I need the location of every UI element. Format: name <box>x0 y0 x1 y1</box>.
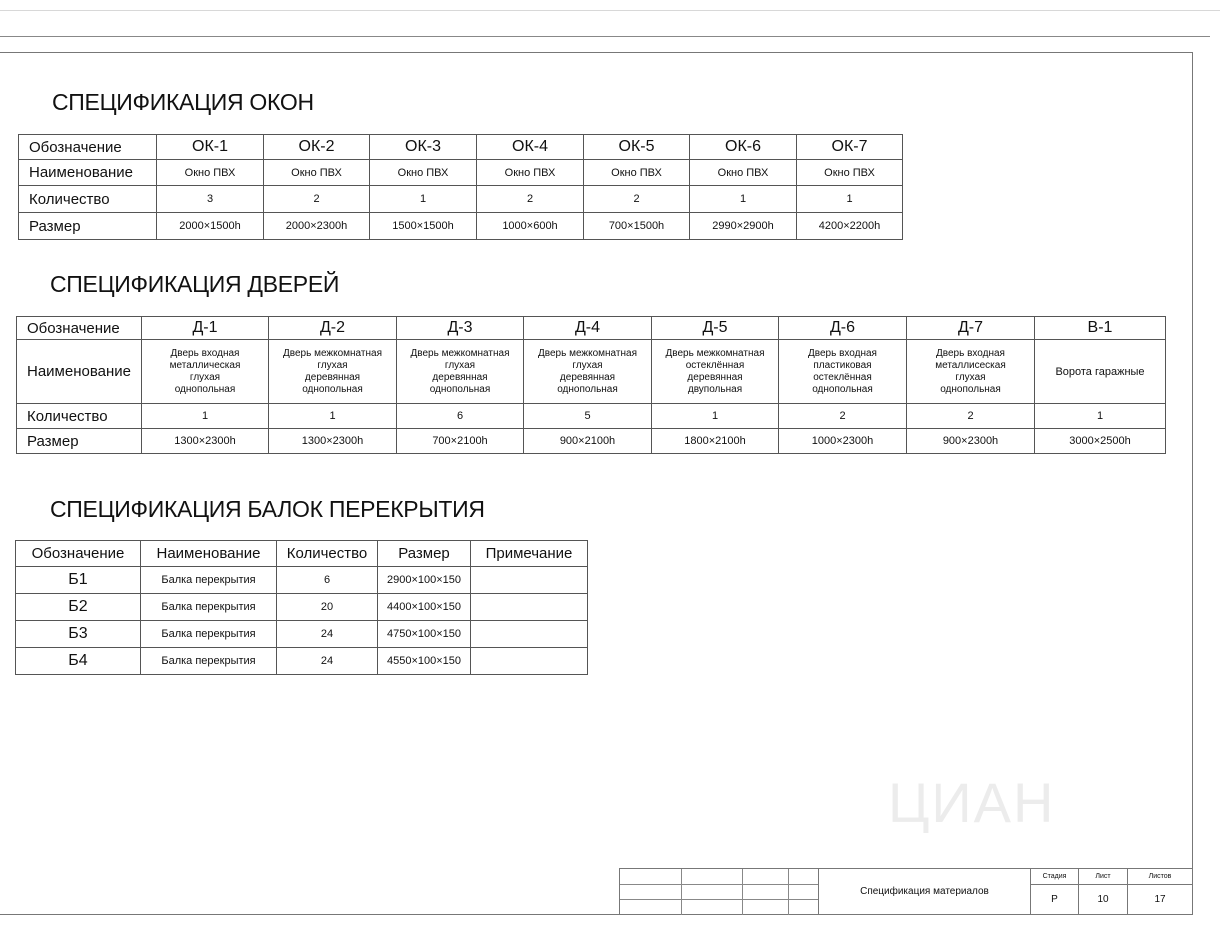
grid-line <box>620 884 819 885</box>
window-qty: 1 <box>690 186 797 213</box>
door-name-line: пластиковая <box>813 359 872 371</box>
window-qty: 1 <box>797 186 903 213</box>
door-name-line: глухая <box>317 359 348 371</box>
door-name <box>652 340 779 404</box>
door-qty: 1 <box>1035 404 1166 429</box>
beams-header-row <box>16 541 588 567</box>
window-qty: 3 <box>157 186 264 213</box>
watermark-logo: ЦИАН <box>888 771 1056 834</box>
beam-size: 4750×100×150 <box>378 621 471 648</box>
doors-table <box>16 316 1166 454</box>
sheet-value: 10 <box>1078 884 1127 914</box>
window-name: Окно ПВХ <box>477 160 584 186</box>
door-name-line: однопольная <box>557 383 618 395</box>
window-name: Окно ПВХ <box>797 160 903 186</box>
row-label: Размер <box>19 213 157 240</box>
sheet-label: Лист <box>1078 868 1127 884</box>
door-qty: 5 <box>524 404 652 429</box>
window-size: 2000×2300h <box>264 213 370 240</box>
window-code: ОК-7 <box>797 135 903 160</box>
door-name-line: деревянная <box>432 371 488 383</box>
door-code: Д-4 <box>524 317 652 340</box>
beam-note <box>471 594 588 621</box>
doors-row-code <box>17 317 1166 340</box>
column-header: Обозначение <box>16 541 141 567</box>
stage-label: Стадия <box>1030 868 1078 884</box>
drawing-frame-bottom <box>0 914 1193 915</box>
door-name <box>142 340 269 404</box>
door-size: 1300×2300h <box>269 429 397 454</box>
beam-code: Б2 <box>16 594 141 621</box>
window-code: ОК-2 <box>264 135 370 160</box>
window-name: Окно ПВХ <box>370 160 477 186</box>
beam-size: 2900×100×150 <box>378 567 471 594</box>
sheets-value: 17 <box>1127 884 1193 914</box>
door-name-line: Дверь межкомнатная <box>410 347 510 359</box>
door-code: Д-5 <box>652 317 779 340</box>
column-header: Примечание <box>471 541 588 567</box>
table-row <box>16 621 588 648</box>
beams-table <box>15 540 588 675</box>
window-code: ОК-1 <box>157 135 264 160</box>
window-qty: 2 <box>584 186 690 213</box>
beam-qty: 20 <box>277 594 378 621</box>
doors-row-qty <box>17 404 1166 429</box>
beam-name: Балка перекрытия <box>141 648 277 675</box>
windows-row-size <box>19 213 903 240</box>
door-name-line: однопольная <box>940 383 1001 395</box>
window-name: Окно ПВХ <box>264 160 370 186</box>
title-block-grid <box>619 868 818 914</box>
window-code: ОК-5 <box>584 135 690 160</box>
door-name <box>397 340 524 404</box>
beam-name: Балка перекрытия <box>141 621 277 648</box>
column-header: Размер <box>378 541 471 567</box>
door-name-line: деревянная <box>559 371 616 383</box>
window-qty: 2 <box>264 186 370 213</box>
sheets-label: Листов <box>1127 868 1193 884</box>
door-code: Д-2 <box>269 317 397 340</box>
window-code: ОК-4 <box>477 135 584 160</box>
grid-line <box>788 869 789 915</box>
beam-code: Б1 <box>16 567 141 594</box>
beam-name: Балка перекрытия <box>141 567 277 594</box>
door-name <box>907 340 1035 404</box>
door-size: 1000×2300h <box>779 429 907 454</box>
windows-row-qty <box>19 186 903 213</box>
door-name <box>269 340 397 404</box>
window-size: 2000×1500h <box>157 213 264 240</box>
column-header: Наименование <box>141 541 277 567</box>
column-header: Количество <box>277 541 378 567</box>
doors-heading: СПЕЦИФИКАЦИЯ ДВЕРЕЙ <box>50 271 340 297</box>
windows-table <box>18 134 903 240</box>
stage-value: Р <box>1030 884 1078 914</box>
door-name-line: Дверь входная <box>936 347 1005 359</box>
door-code: Д-6 <box>779 317 907 340</box>
grid-line <box>620 899 819 900</box>
door-name <box>524 340 652 404</box>
window-size: 1500×1500h <box>370 213 477 240</box>
beam-qty: 24 <box>277 648 378 675</box>
beams-heading: СПЕЦИФИКАЦИЯ БАЛОК ПЕРЕКРЫТИЯ <box>50 496 485 522</box>
window-name: Окно ПВХ <box>690 160 797 186</box>
door-name-line: деревянная <box>304 371 361 383</box>
door-qty: 2 <box>907 404 1035 429</box>
door-name-line: Дверь входная <box>170 347 240 359</box>
door-size: 700×2100h <box>397 429 524 454</box>
page-border-line <box>0 36 1210 37</box>
door-name-line: однопольная <box>174 383 236 395</box>
door-qty: 2 <box>779 404 907 429</box>
grid-line <box>681 869 682 915</box>
window-code: ОК-3 <box>370 135 477 160</box>
window-qty: 2 <box>477 186 584 213</box>
grid-line <box>742 869 743 915</box>
row-label: Обозначение <box>17 317 142 340</box>
beam-note <box>471 567 588 594</box>
beam-note <box>471 621 588 648</box>
windows-row-code <box>19 135 903 160</box>
window-qty: 1 <box>370 186 477 213</box>
beam-qty: 24 <box>277 621 378 648</box>
door-name-line: глухая <box>444 359 476 371</box>
doors-row-size <box>17 429 1166 454</box>
window-code: ОК-6 <box>690 135 797 160</box>
beam-code: Б3 <box>16 621 141 648</box>
row-label: Наименование <box>19 160 157 186</box>
table-row <box>16 594 588 621</box>
door-qty: 1 <box>269 404 397 429</box>
door-name <box>1035 340 1166 404</box>
row-label: Обозначение <box>19 135 157 160</box>
door-name-line: Дверь межкомнатная <box>538 347 637 359</box>
door-name-line: остеклённая <box>685 359 745 371</box>
row-label: Наименование <box>17 340 142 404</box>
beam-code: Б4 <box>16 648 141 675</box>
door-name-line: Дверь межкомнатная <box>283 347 382 359</box>
door-name <box>779 340 907 404</box>
document-title: Спецификация материалов <box>818 868 1030 914</box>
window-size: 1000×600h <box>477 213 584 240</box>
beam-qty: 6 <box>277 567 378 594</box>
door-name-line: остеклённая <box>813 371 872 383</box>
door-qty: 1 <box>652 404 779 429</box>
door-size: 3000×2500h <box>1035 429 1166 454</box>
door-name-line: Дверь входная <box>808 347 877 359</box>
door-name-line: однопольная <box>812 383 873 395</box>
door-name-line: глухая <box>189 371 221 383</box>
door-size: 1800×2100h <box>652 429 779 454</box>
door-qty: 1 <box>142 404 269 429</box>
door-code: Д-3 <box>397 317 524 340</box>
door-code: Д-7 <box>907 317 1035 340</box>
window-size: 4200×2200h <box>797 213 903 240</box>
windows-heading: СПЕЦИФИКАЦИЯ ОКОН <box>52 89 314 115</box>
door-name-line: однопольная <box>429 383 491 395</box>
door-code: Д-1 <box>142 317 269 340</box>
beam-name: Балка перекрытия <box>141 594 277 621</box>
beam-size: 4400×100×150 <box>378 594 471 621</box>
page-edge <box>0 10 1220 11</box>
door-qty: 6 <box>397 404 524 429</box>
door-name-line: металлическая <box>169 359 241 371</box>
table-row <box>16 567 588 594</box>
door-size: 1300×2300h <box>142 429 269 454</box>
door-code: В-1 <box>1035 317 1166 340</box>
door-name-line: Ворота гаражные <box>1055 365 1145 378</box>
table-row <box>16 648 588 675</box>
door-size: 900×2300h <box>907 429 1035 454</box>
row-label: Количество <box>19 186 157 213</box>
windows-row-name <box>19 160 903 186</box>
row-label: Размер <box>17 429 142 454</box>
title-block <box>619 868 1193 914</box>
door-name-line: двупольная <box>687 383 743 395</box>
row-label: Количество <box>17 404 142 429</box>
door-name-line: глухая <box>955 371 986 383</box>
beam-note <box>471 648 588 675</box>
window-name: Окно ПВХ <box>157 160 264 186</box>
window-size: 2990×2900h <box>690 213 797 240</box>
door-name-line: однопольная <box>302 383 363 395</box>
window-size: 700×1500h <box>584 213 690 240</box>
door-name-line: деревянная <box>687 371 743 383</box>
door-name-line: металлисеская <box>935 359 1006 371</box>
window-name: Окно ПВХ <box>584 160 690 186</box>
door-size: 900×2100h <box>524 429 652 454</box>
doors-row-name <box>17 340 1166 404</box>
door-name-line: глухая <box>572 359 603 371</box>
beam-size: 4550×100×150 <box>378 648 471 675</box>
door-name-line: Дверь межкомнатная <box>665 347 765 359</box>
